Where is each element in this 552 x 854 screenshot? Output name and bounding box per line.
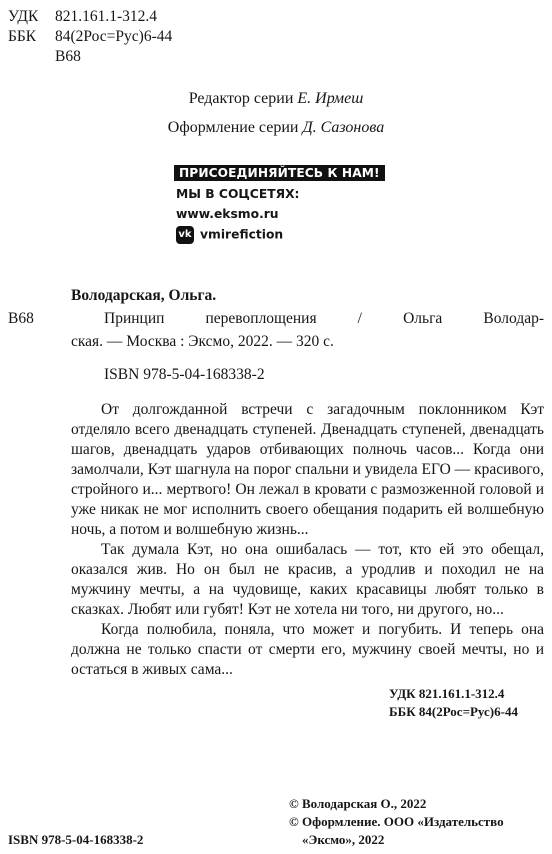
- copyright-author: © Володарская О., 2022: [289, 796, 427, 811]
- editor-label: Редактор серии: [188, 90, 294, 107]
- annotation: [71, 400, 544, 680]
- classification-block: [8, 7, 172, 67]
- entry-title-line1: Принцип перевоплощения / Ольга Володар-: [104, 310, 544, 327]
- isbn-bottom: ISBN 978-5-04-168338-2: [8, 832, 144, 847]
- series-editor: [0, 88, 552, 110]
- vk-icon: vk: [176, 226, 194, 244]
- entry-title-line2: ская. — Москва : Эксмо, 2022. — 320 с.: [71, 333, 334, 350]
- udk-code: 821.161.1-312.4: [55, 8, 158, 25]
- udk-label: УДК: [8, 8, 39, 25]
- annotation-paragraph-1: От долгожданной встречи с загадочным поклонником Кэт отделяло всего двенадцать ступеней. Двенадцать ступеней, двенадцать шагов, двенадцать ударов отбивающих полночь часов... Когда они замолчали, Кэт шагнула на порог спальни и увидела ЕГО — красивого, стройного и... мертвого! Он лежал в кровати с размозженной головой и уже никак не мог исполнить своего обещания подарить ей волшебную ночь, а потом и волшебную жизнь...: [71, 401, 544, 538]
- author-mark: В68: [55, 48, 81, 65]
- footer-bbk: ББК 84(2Рос=Рус)6-44: [389, 704, 518, 719]
- footer-udk: УДК 821.161.1-312.4: [389, 686, 505, 701]
- vk-handle: vmirefiction: [200, 227, 284, 242]
- copyright-design: © Оформление. ООО «Издательство: [289, 814, 504, 829]
- editor-name: Е. Ирмеш: [297, 90, 364, 107]
- bbk-label: ББК: [8, 28, 37, 45]
- copyright-publisher: «Эксмо», 2022: [302, 832, 385, 847]
- vk-link[interactable]: [176, 226, 283, 244]
- social-networks-label: МЫ В СОЦСЕТЯХ:: [176, 187, 300, 201]
- entry-author: Володарская, Ольга.: [71, 287, 217, 304]
- publisher-site-link[interactable]: www.eksmo.ru: [176, 207, 279, 221]
- entry-mark: В68: [8, 310, 34, 327]
- annotation-paragraph-2: Так думала Кэт, но она ошибалась — тот, кто ей это обещал, оказался жив. Но он был не красив, а уродлив и походил не на мужчину мечты, а на чудовище, каких красавицы любят только в сказках. Любят или губят! Кэт не хотела ни того, ни другого, но...: [71, 541, 544, 618]
- design-name: Д. Сазонова: [302, 119, 385, 136]
- annotation-paragraph-3: Когда полюбила, поняла, что может и погубить. И теперь она должна не только спасти от смерти его, мужчину своей мечты, но и остаться в живых сама...: [71, 621, 544, 678]
- bbk-code: 84(2Рос=Рус)6-44: [55, 28, 173, 45]
- series-design: [0, 117, 552, 139]
- design-label: Оформление серии: [167, 119, 299, 136]
- entry-isbn: ISBN 978-5-04-168338-2: [104, 366, 265, 383]
- join-badge: ПРИСОЕДИНЯЙТЕСЬ К НАМ!: [174, 165, 385, 181]
